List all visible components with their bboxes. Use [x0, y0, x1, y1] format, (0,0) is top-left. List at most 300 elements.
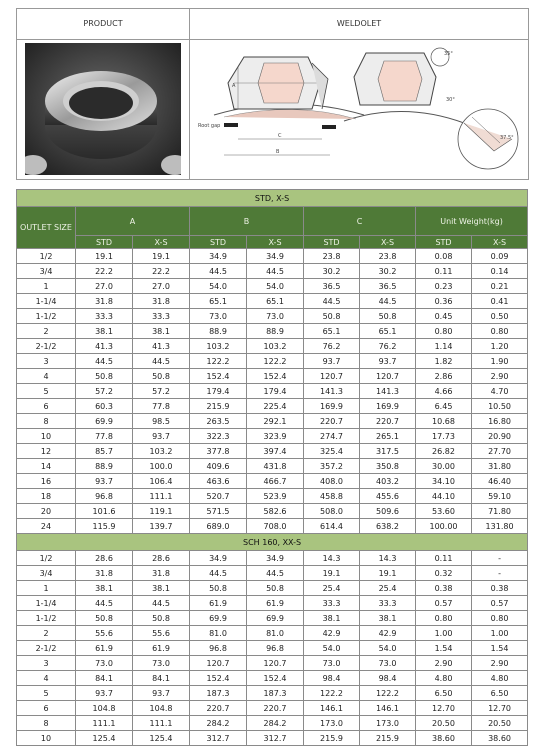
table-cell: 77.8	[76, 429, 133, 444]
weldolet-label: WELDOLET	[190, 9, 528, 40]
table-cell: 6.50	[472, 686, 528, 701]
table-cell: 25.4	[360, 581, 416, 596]
table-cell: 265.1	[360, 429, 416, 444]
table-cell: 6.45	[416, 399, 472, 414]
table-cell: 0.50	[472, 309, 528, 324]
table-cell: 509.6	[360, 504, 416, 519]
table-cell: 100.00	[416, 519, 472, 534]
dim-c-label: C	[278, 133, 282, 139]
outlet-size-cell: 4	[17, 369, 76, 384]
table-cell: 50.8	[360, 309, 416, 324]
sub-header-std: STD	[304, 236, 360, 249]
table-row	[17, 671, 528, 686]
table-row	[17, 399, 528, 414]
unit-weight-header: Unit Weight(kg)	[416, 207, 528, 236]
table-cell: 93.7	[360, 354, 416, 369]
table-cell: 0.80	[416, 611, 472, 626]
table-row	[17, 384, 528, 399]
table-cell: 106.4	[133, 474, 190, 489]
table-cell: 44.5	[247, 566, 304, 581]
outlet-size-cell: 1-1/2	[17, 611, 76, 626]
table-cell: 50.8	[133, 611, 190, 626]
table-cell: 0.80	[416, 324, 472, 339]
table-cell: 614.4	[304, 519, 360, 534]
table-cell: 1.54	[472, 641, 528, 656]
table-cell: 103.2	[190, 339, 247, 354]
table-cell: 1.00	[472, 626, 528, 641]
outlet-size-header: OUTLET SIZE	[17, 207, 76, 249]
sub-header-xs: X-S	[360, 236, 416, 249]
table-row	[17, 686, 528, 701]
table-cell: 215.9	[360, 731, 416, 746]
weldolet-dimension-table	[16, 189, 528, 746]
table-cell: 19.1	[133, 249, 190, 264]
outlet-size-cell: 8	[17, 414, 76, 429]
table-cell: 46.40	[472, 474, 528, 489]
table-cell: 81.0	[190, 626, 247, 641]
table-row	[17, 264, 528, 279]
table-cell: 466.7	[247, 474, 304, 489]
table-cell: 111.1	[133, 489, 190, 504]
table-cell: 25.4	[304, 581, 360, 596]
sub-header-std: STD	[190, 236, 247, 249]
table-cell: 141.3	[360, 384, 416, 399]
table-cell: 689.0	[190, 519, 247, 534]
outlet-size-cell: 10	[17, 731, 76, 746]
table-cell: 101.6	[76, 504, 133, 519]
table-cell: 41.3	[76, 339, 133, 354]
outlet-size-cell: 3/4	[17, 566, 76, 581]
table-cell: 96.8	[247, 641, 304, 656]
outlet-size-cell: 4	[17, 671, 76, 686]
table-cell: 131.80	[472, 519, 528, 534]
table-cell: 65.1	[190, 294, 247, 309]
weldolet-drawing	[194, 43, 524, 177]
table-cell: 120.7	[247, 656, 304, 671]
product-header-block	[16, 8, 529, 180]
table-cell: 54.0	[360, 641, 416, 656]
dim-a-label: A	[232, 83, 236, 89]
table-cell: 4.80	[416, 671, 472, 686]
table-cell: 84.1	[133, 671, 190, 686]
table-cell: 431.8	[247, 459, 304, 474]
table-cell: 0.38	[472, 581, 528, 596]
table-cell: 17.73	[416, 429, 472, 444]
outlet-size-cell: 2-1/2	[17, 641, 76, 656]
table-cell: 10.68	[416, 414, 472, 429]
table-cell: 19.1	[360, 566, 416, 581]
table-cell: 50.8	[76, 611, 133, 626]
outlet-size-cell: 3	[17, 656, 76, 671]
table-cell: 152.4	[190, 671, 247, 686]
table-cell: 122.2	[190, 354, 247, 369]
table-cell: 125.4	[133, 731, 190, 746]
table-cell: 220.7	[190, 701, 247, 716]
table-cell: 0.45	[416, 309, 472, 324]
table-row	[17, 701, 528, 716]
table-cell: 38.1	[133, 324, 190, 339]
table-cell: 179.4	[190, 384, 247, 399]
table-row	[17, 626, 528, 641]
table-cell: 14.3	[304, 551, 360, 566]
table-cell: 50.8	[304, 309, 360, 324]
table-cell: 357.2	[304, 459, 360, 474]
table-cell: 187.3	[247, 686, 304, 701]
table-cell: 274.7	[304, 429, 360, 444]
outlet-size-cell: 16	[17, 474, 76, 489]
table-cell: 42.9	[360, 626, 416, 641]
outlet-size-cell: 5	[17, 686, 76, 701]
table-cell: 55.6	[133, 626, 190, 641]
table-cell: 317.5	[360, 444, 416, 459]
table-cell: 61.9	[247, 596, 304, 611]
table-cell: 31.8	[76, 566, 133, 581]
table-cell: 20.90	[472, 429, 528, 444]
table-cell: 125.4	[76, 731, 133, 746]
outlet-size-cell: 2	[17, 324, 76, 339]
table-cell: 50.8	[133, 369, 190, 384]
table-cell: 69.9	[190, 611, 247, 626]
table-cell: 44.5	[247, 264, 304, 279]
table-cell: 57.2	[133, 384, 190, 399]
table-row	[17, 354, 528, 369]
table-cell: 0.38	[416, 581, 472, 596]
table-cell: 463.6	[190, 474, 247, 489]
table-row	[17, 551, 528, 566]
table-cell: 4.70	[472, 384, 528, 399]
table-cell: 93.7	[133, 429, 190, 444]
table-cell: 93.7	[76, 474, 133, 489]
table-cell: 44.5	[76, 354, 133, 369]
table-cell: 120.7	[304, 369, 360, 384]
table-cell: 50.8	[76, 369, 133, 384]
table-cell: 115.9	[76, 519, 133, 534]
column-header-row	[17, 207, 528, 236]
table-cell: 284.2	[190, 716, 247, 731]
outlet-size-cell: 10	[17, 429, 76, 444]
angle-label-1: 35°	[444, 51, 453, 57]
table-cell: 0.08	[416, 249, 472, 264]
table-cell: 93.7	[304, 354, 360, 369]
outlet-size-cell: 5	[17, 384, 76, 399]
table-cell: 22.2	[76, 264, 133, 279]
table-cell: 4.80	[472, 671, 528, 686]
table-cell: 73.0	[360, 656, 416, 671]
table-cell: 120.7	[360, 369, 416, 384]
table-cell: 0.36	[416, 294, 472, 309]
table-cell: 220.7	[247, 701, 304, 716]
table-cell: 520.7	[190, 489, 247, 504]
table-cell: 76.2	[360, 339, 416, 354]
table-cell: 350.8	[360, 459, 416, 474]
table-cell: 408.0	[304, 474, 360, 489]
table-cell: 122.2	[304, 686, 360, 701]
table-row	[17, 249, 528, 264]
table-cell: 1.90	[472, 354, 528, 369]
table-cell: 23.8	[360, 249, 416, 264]
table-row	[17, 444, 528, 459]
outlet-size-cell: 24	[17, 519, 76, 534]
table-row	[17, 731, 528, 746]
table-cell: 284.2	[247, 716, 304, 731]
table-cell: 523.9	[247, 489, 304, 504]
outlet-size-cell: 8	[17, 716, 76, 731]
table-row	[17, 566, 528, 581]
std-section-header	[17, 190, 528, 207]
col-b-header: B	[190, 207, 304, 236]
table-row	[17, 279, 528, 294]
table-cell: 54.0	[247, 279, 304, 294]
table-cell: 54.0	[190, 279, 247, 294]
table-cell: 122.2	[247, 354, 304, 369]
outlet-size-cell: 1/2	[17, 551, 76, 566]
table-cell: 409.6	[190, 459, 247, 474]
table-cell: 34.9	[247, 551, 304, 566]
table-cell: 34.9	[190, 551, 247, 566]
table-row	[17, 504, 528, 519]
table-cell: 12.70	[416, 701, 472, 716]
product-photo	[25, 43, 181, 175]
sch-section-header	[17, 534, 528, 551]
table-cell: 34.9	[247, 249, 304, 264]
table-cell: 220.7	[360, 414, 416, 429]
table-cell: 325.4	[304, 444, 360, 459]
weldolet-panel	[190, 9, 528, 179]
sub-header-std: STD	[76, 236, 133, 249]
outlet-size-cell: 12	[17, 444, 76, 459]
table-cell: 0.57	[416, 596, 472, 611]
outlet-size-cell: 2	[17, 626, 76, 641]
table-cell: 81.0	[247, 626, 304, 641]
table-cell: 152.4	[190, 369, 247, 384]
root-gap-label: Root gap	[198, 123, 221, 129]
table-row	[17, 611, 528, 626]
table-cell: 1.20	[472, 339, 528, 354]
outlet-size-cell: 3	[17, 354, 76, 369]
table-cell: 312.7	[247, 731, 304, 746]
table-cell: 30.2	[360, 264, 416, 279]
table-cell: 152.4	[247, 671, 304, 686]
table-cell: 33.3	[76, 309, 133, 324]
table-cell: 19.1	[76, 249, 133, 264]
table-cell: 292.1	[247, 414, 304, 429]
table-cell: 0.21	[472, 279, 528, 294]
table-cell: 33.3	[304, 596, 360, 611]
table-cell: 38.1	[76, 581, 133, 596]
table-cell: 20.50	[472, 716, 528, 731]
sub-header-std: STD	[416, 236, 472, 249]
table-row	[17, 656, 528, 671]
table-cell: 34.9	[190, 249, 247, 264]
table-cell: 0.14	[472, 264, 528, 279]
table-cell: 28.6	[76, 551, 133, 566]
table-cell: 27.0	[76, 279, 133, 294]
table-cell: 169.9	[304, 399, 360, 414]
table-cell: 100.0	[133, 459, 190, 474]
table-cell: 263.5	[190, 414, 247, 429]
table-cell: 23.8	[304, 249, 360, 264]
table-cell: -	[472, 551, 528, 566]
table-cell: 28.6	[133, 551, 190, 566]
table-cell: -	[472, 566, 528, 581]
table-cell: 146.1	[360, 701, 416, 716]
outlet-size-cell: 1/2	[17, 249, 76, 264]
table-cell: 139.7	[133, 519, 190, 534]
table-cell: 215.9	[304, 731, 360, 746]
table-cell: 0.23	[416, 279, 472, 294]
outlet-size-cell: 1-1/2	[17, 309, 76, 324]
table-cell: 20.50	[416, 716, 472, 731]
table-cell: 98.4	[360, 671, 416, 686]
table-cell: 84.1	[76, 671, 133, 686]
table-cell: 16.80	[472, 414, 528, 429]
outlet-size-cell: 1-1/4	[17, 294, 76, 309]
table-row	[17, 339, 528, 354]
table-cell: 104.8	[133, 701, 190, 716]
table-cell: 98.4	[304, 671, 360, 686]
table-row	[17, 519, 528, 534]
table-row	[17, 459, 528, 474]
table-cell: 103.2	[133, 444, 190, 459]
table-cell: 179.4	[247, 384, 304, 399]
table-cell: 26.82	[416, 444, 472, 459]
table-cell: 96.8	[190, 641, 247, 656]
table-cell: 44.10	[416, 489, 472, 504]
table-cell: 1.00	[416, 626, 472, 641]
table-cell: 33.3	[360, 596, 416, 611]
table-cell: 31.80	[472, 459, 528, 474]
table-cell: 0.57	[472, 596, 528, 611]
table-cell: 93.7	[133, 686, 190, 701]
dim-b-label: B	[276, 149, 280, 155]
table-cell: 36.5	[360, 279, 416, 294]
table-cell: 50.8	[247, 581, 304, 596]
table-row	[17, 474, 528, 489]
outlet-size-cell: 3/4	[17, 264, 76, 279]
table-cell: 122.2	[360, 686, 416, 701]
table-cell: 30.2	[304, 264, 360, 279]
angle-label-2: 37.5°	[500, 135, 514, 141]
table-cell: 27.70	[472, 444, 528, 459]
table-row	[17, 294, 528, 309]
table-cell: 61.9	[76, 641, 133, 656]
table-cell: 73.0	[190, 309, 247, 324]
table-cell: 53.60	[416, 504, 472, 519]
table-cell: 2.90	[472, 369, 528, 384]
table-cell: 0.09	[472, 249, 528, 264]
table-cell: 708.0	[247, 519, 304, 534]
table-cell: 85.7	[76, 444, 133, 459]
table-cell: 10.50	[472, 399, 528, 414]
table-row	[17, 489, 528, 504]
table-cell: 187.3	[190, 686, 247, 701]
outlet-size-cell: 14	[17, 459, 76, 474]
outlet-size-cell: 1-1/4	[17, 596, 76, 611]
table-cell: 1.54	[416, 641, 472, 656]
table-cell: 12.70	[472, 701, 528, 716]
outlet-size-cell: 1	[17, 581, 76, 596]
table-cell: 44.5	[304, 294, 360, 309]
table-cell: 50.8	[190, 581, 247, 596]
table-row	[17, 324, 528, 339]
table-cell: 403.2	[360, 474, 416, 489]
std-section-title: STD, X-S	[17, 190, 528, 207]
table-cell: 0.32	[416, 566, 472, 581]
table-cell: 103.2	[247, 339, 304, 354]
table-cell: 215.9	[190, 399, 247, 414]
table-row	[17, 716, 528, 731]
table-cell: 6.50	[416, 686, 472, 701]
table-row	[17, 429, 528, 444]
sub-header-xs: X-S	[472, 236, 528, 249]
table-cell: 73.0	[133, 656, 190, 671]
table-cell: 33.3	[133, 309, 190, 324]
table-cell: 73.0	[304, 656, 360, 671]
table-cell: 225.4	[247, 399, 304, 414]
table-cell: 119.1	[133, 504, 190, 519]
table-cell: 61.9	[133, 641, 190, 656]
table-cell: 44.5	[133, 354, 190, 369]
table-cell: 0.80	[472, 324, 528, 339]
angle-label-3: 30°	[446, 97, 455, 103]
table-cell: 44.5	[360, 294, 416, 309]
table-cell: 377.8	[190, 444, 247, 459]
table-cell: 57.2	[76, 384, 133, 399]
table-row	[17, 641, 528, 656]
table-cell: 59.10	[472, 489, 528, 504]
table-cell: 455.6	[360, 489, 416, 504]
table-cell: 0.80	[472, 611, 528, 626]
table-cell: 141.3	[304, 384, 360, 399]
outlet-size-cell: 6	[17, 701, 76, 716]
outlet-size-cell: 2-1/2	[17, 339, 76, 354]
table-cell: 77.8	[133, 399, 190, 414]
table-cell: 44.5	[190, 264, 247, 279]
table-cell: 111.1	[76, 716, 133, 731]
table-cell: 73.0	[247, 309, 304, 324]
table-cell: 69.9	[247, 611, 304, 626]
table-cell: 65.1	[360, 324, 416, 339]
table-cell: 41.3	[133, 339, 190, 354]
table-cell: 27.0	[133, 279, 190, 294]
table-cell: 65.1	[247, 294, 304, 309]
table-cell: 638.2	[360, 519, 416, 534]
outlet-size-cell: 6	[17, 399, 76, 414]
table-cell: 44.5	[133, 596, 190, 611]
table-cell: 98.5	[133, 414, 190, 429]
table-row	[17, 309, 528, 324]
table-cell: 31.8	[76, 294, 133, 309]
table-cell: 582.6	[247, 504, 304, 519]
table-cell: 173.0	[360, 716, 416, 731]
table-cell: 111.1	[133, 716, 190, 731]
table-cell: 104.8	[76, 701, 133, 716]
sub-header-xs: X-S	[133, 236, 190, 249]
outlet-size-cell: 18	[17, 489, 76, 504]
table-cell: 173.0	[304, 716, 360, 731]
table-cell: 36.5	[304, 279, 360, 294]
product-label: PRODUCT	[17, 9, 189, 40]
table-cell: 54.0	[304, 641, 360, 656]
table-cell: 2.90	[472, 656, 528, 671]
table-cell: 88.9	[190, 324, 247, 339]
table-cell: 38.1	[360, 611, 416, 626]
table-cell: 2.86	[416, 369, 472, 384]
table-cell: 73.0	[76, 656, 133, 671]
table-cell: 93.7	[76, 686, 133, 701]
table-cell: 38.1	[76, 324, 133, 339]
col-a-header: A	[76, 207, 190, 236]
